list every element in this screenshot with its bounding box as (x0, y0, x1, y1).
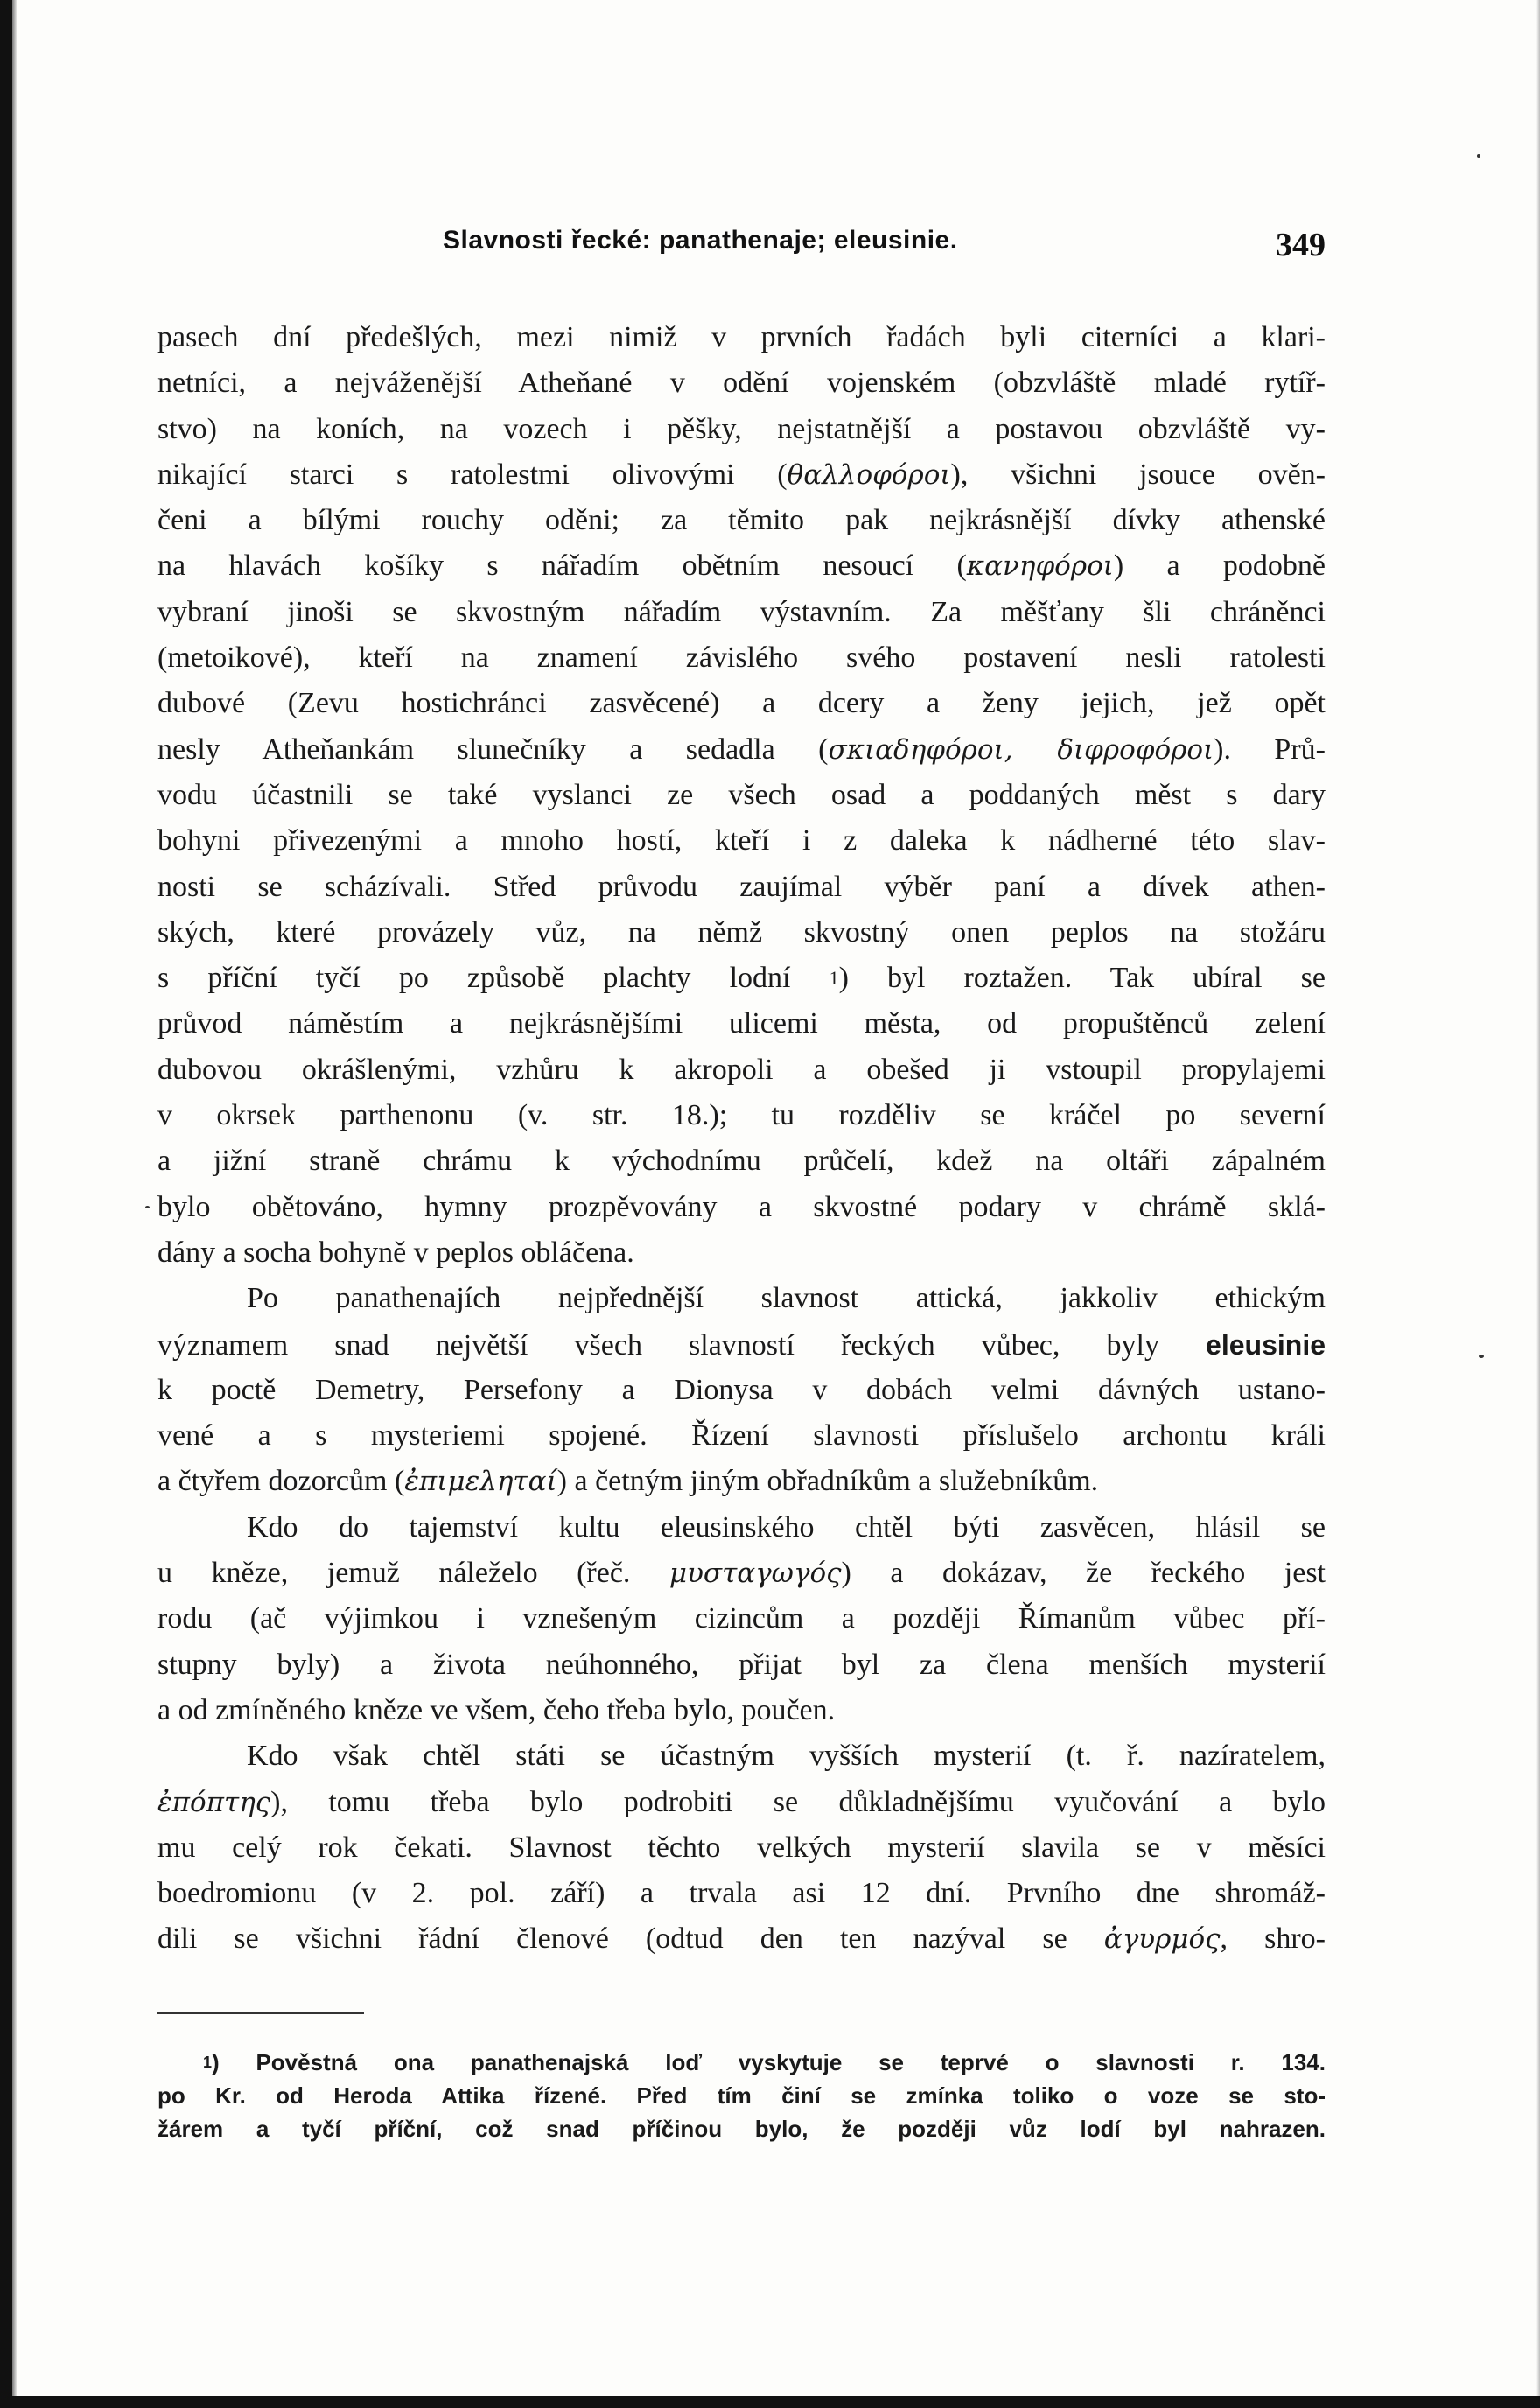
text-run: na hlavách košíky s nářadím obětním nesoucí ( (158, 550, 967, 583)
text-run: (metoikové), kteří na znamení závislého svého postavení nesli ratolesti (158, 641, 1326, 675)
text-run: vodu účastnili se také vyslanci ze všech osad a poddaných měst s dary (158, 778, 1326, 811)
text-run: dubovou okrášlenými, vzhůru k akropoli a obešed ji vstoupil propylajemi (158, 1053, 1326, 1086)
text-line (158, 1230, 1326, 1276)
text-run: k poctě Demetry, Persefony a Dionysa v dobách velmi dávných ustano- (158, 1373, 1326, 1406)
text-run: stupny byly) a života neúhonného, přijat byl za člena menších mysterií (158, 1648, 1326, 1681)
emphasized-term: eleusinie (1206, 1328, 1326, 1361)
scan-speck (145, 1206, 150, 1208)
text-run: průvod náměstím a nejkrásnějšími ulicemi města, od propuštěnců zelení (158, 1007, 1326, 1040)
scan-left-border (0, 0, 12, 2408)
text-run: bylo obětováno, hymny prozpěvovány a skvostné podary v chrámě sklá- (158, 1190, 1326, 1223)
text-run: ) a dokázav, že řeckého jest (841, 1557, 1326, 1590)
text-run: a čtyřem dozorcům ( (158, 1465, 405, 1498)
text-line (158, 1001, 1326, 1046)
text-run: vybraní jinoši se skvostným nářadím výstavním. Za měšťany šli chráněnci (158, 595, 1326, 628)
text-run: s příční tyčí po způsobě plachty lodní (158, 962, 830, 995)
text-line (158, 590, 1326, 635)
text-run: dány a socha bohyně v peplos obláčena. (158, 1236, 634, 1269)
text-line (158, 1871, 1326, 1916)
text-line (158, 1413, 1326, 1459)
text-run: ) a podobně (1113, 550, 1326, 583)
text-line (158, 727, 1326, 773)
text-run: pasech dní předešlých, mezi nimiž v prvních řadách byli citerníci a klari- (158, 321, 1326, 354)
greek-term: θαλλοφόροι (787, 458, 951, 491)
text-run: netníci, a nejváženější Atheňané v odění vojenském (obzvláště mladé rytíř- (158, 367, 1326, 400)
greek-term: σκιαδηφόροι, διφροφόροι (828, 733, 1214, 766)
greek-term: ἐπιμεληταί (404, 1466, 557, 1498)
scan-speck (1477, 154, 1480, 158)
text-line (158, 1550, 1326, 1596)
text-run: boedromionu (v 2. pol. září) a trvala asi 12 dní. Prvního dne shromáž- (158, 1877, 1326, 1910)
greek-term: ἀγυρμός (1103, 1923, 1221, 1956)
text-run: ských, které provázely vůz, na němž skvostný onen peplos na stožáru (158, 915, 1326, 948)
text-run: nikající starci s ratolestmi olivovými ( (158, 458, 788, 491)
text-line (158, 681, 1326, 726)
text-line (158, 1459, 1326, 1504)
text-line (158, 1276, 1326, 1321)
text-line (158, 818, 1326, 864)
text-line (158, 452, 1326, 498)
text-line (158, 864, 1326, 910)
text-run: ), všichni jsouce ověn- (950, 458, 1326, 491)
page-number: 349 (1276, 227, 1326, 263)
text-run: ). Prů- (1214, 732, 1326, 766)
text-line (158, 1138, 1326, 1184)
text-run: a jižní straně chrámu k východnímu průčelí, kdež na oltáři zápalném (158, 1144, 1326, 1178)
text-line (158, 1916, 1326, 1962)
text-run: ) byl roztažen. Tak ubíral se (838, 962, 1326, 995)
text-line (158, 1047, 1326, 1093)
text-line (158, 315, 1326, 360)
text-line (158, 1322, 1326, 1368)
footnote-rule (158, 2012, 364, 2014)
greek-term: μυσταγωγός (668, 1558, 842, 1590)
text-line (158, 1596, 1326, 1642)
text-line (158, 360, 1326, 406)
text-run: vené a s mysteriemi spojené. Řízení slavnosti příslušelo archontu králi (158, 1419, 1326, 1452)
text-run: mu celý rok čekati. Slavnost těchto velkých mysterií slavila se v měsíci (158, 1830, 1326, 1864)
text-line (158, 773, 1326, 818)
text-run: a od zmíněného kněze ve všem, čeho třeba bylo, poučen. (158, 1693, 836, 1726)
footnote-text: po Kr. od Heroda Attika řízené. Před tím činí se zmínka toliko o voze se sto- (158, 2082, 1326, 2109)
scan-left-shadow (12, 0, 18, 2408)
scan-bottom-border (0, 2396, 1540, 2408)
text-line (158, 1368, 1326, 1413)
text-line (158, 635, 1326, 681)
body-text (158, 315, 1326, 1963)
scan-speck (1479, 1354, 1484, 1358)
text-line (158, 1733, 1326, 1779)
text-run: nosti se scházívali. Střed průvodu zaujímal výběr paní a dívek athen- (158, 870, 1326, 903)
text-run: v okrsek parthenonu (v. str. 18.); tu rozděliv se kráčel po severní (158, 1099, 1326, 1132)
footnote-line (158, 2079, 1326, 2112)
text-run: bohyni přivezenými a mnoho hostí, kteří i z daleka k nádherné této slav- (158, 824, 1326, 858)
greek-term: ἐπόπτης (158, 1786, 271, 1818)
text-run: Kdo do tajemství kultu eleusinského chtěl býti zasvěcen, hlásil se (247, 1510, 1326, 1544)
footnote-text: žárem a tyčí příční, což snad příčinou bylo, že později vůz lodí byl nahrazen. (158, 2116, 1326, 2142)
text-line (158, 1642, 1326, 1688)
text-line (158, 910, 1326, 956)
footnote-text: ) Pověstná ona panathenajská loď vyskytuje se teprvé o slavnosti r. 134. (212, 2049, 1326, 2076)
text-run: Po panathenajích nejpřednější slavnost attická, jakkoliv ethickým (247, 1282, 1326, 1315)
text-run: , shro- (1220, 1922, 1326, 1956)
text-line (158, 1093, 1326, 1138)
text-run: významem snad největší všech slavností řeckých vůbec, byly (158, 1328, 1207, 1362)
text-run: rodu (ač výjimkou i vznešeným cizincům a později Římanům vůbec pří- (158, 1602, 1326, 1635)
text-line (158, 543, 1326, 589)
text-run: čeni a bílými rouchy oděni; za těmito pak nejkrásnější dívky athenské (158, 504, 1326, 537)
text-line (158, 1825, 1326, 1871)
scan-right-shadow (1536, 0, 1540, 2408)
footnote-line (158, 2112, 1326, 2146)
text-run: ) a četným jiným obřadníkům a služebníkům. (556, 1465, 1099, 1498)
footnotes (158, 2046, 1326, 2146)
text-line (158, 1688, 1326, 1733)
text-line (158, 1780, 1326, 1825)
footnote-reference: 1 (829, 967, 839, 990)
footnote-marker: 1 (203, 2054, 213, 2071)
text-line (158, 1185, 1326, 1230)
greek-term: κανηφόροι (966, 550, 1114, 583)
footnote-line (158, 2046, 1326, 2079)
text-run: nesly Atheňankám slunečníky a sedadla ( (158, 732, 829, 766)
text-run: u kněze, jemuž náleželo (řeč. (158, 1557, 669, 1590)
text-run: dubové (Zevu hostichránci zasvěcené) a dcery a ženy jejich, jež opět (158, 687, 1326, 720)
text-line (158, 498, 1326, 543)
running-head: Slavnosti řecké: panathenaje; eleusinie. (443, 226, 958, 255)
page-header (158, 226, 1326, 275)
text-line (158, 1505, 1326, 1550)
text-run: ), tomu třeba bylo podrobiti se důkladnějšímu vyučování a bylo (270, 1785, 1326, 1818)
text-line (158, 956, 1326, 1001)
text-run: stvo) na koních, na vozech i pěšky, nejstatnější a postavou obzvláště vy- (158, 412, 1326, 445)
text-line (158, 407, 1326, 452)
text-run: dili se všichni řádní členové (odtud den ten nazýval se (158, 1922, 1104, 1956)
text-run: Kdo však chtěl státi se účastným vyšších mysterií (t. ř. nazíratelem, (247, 1740, 1326, 1773)
